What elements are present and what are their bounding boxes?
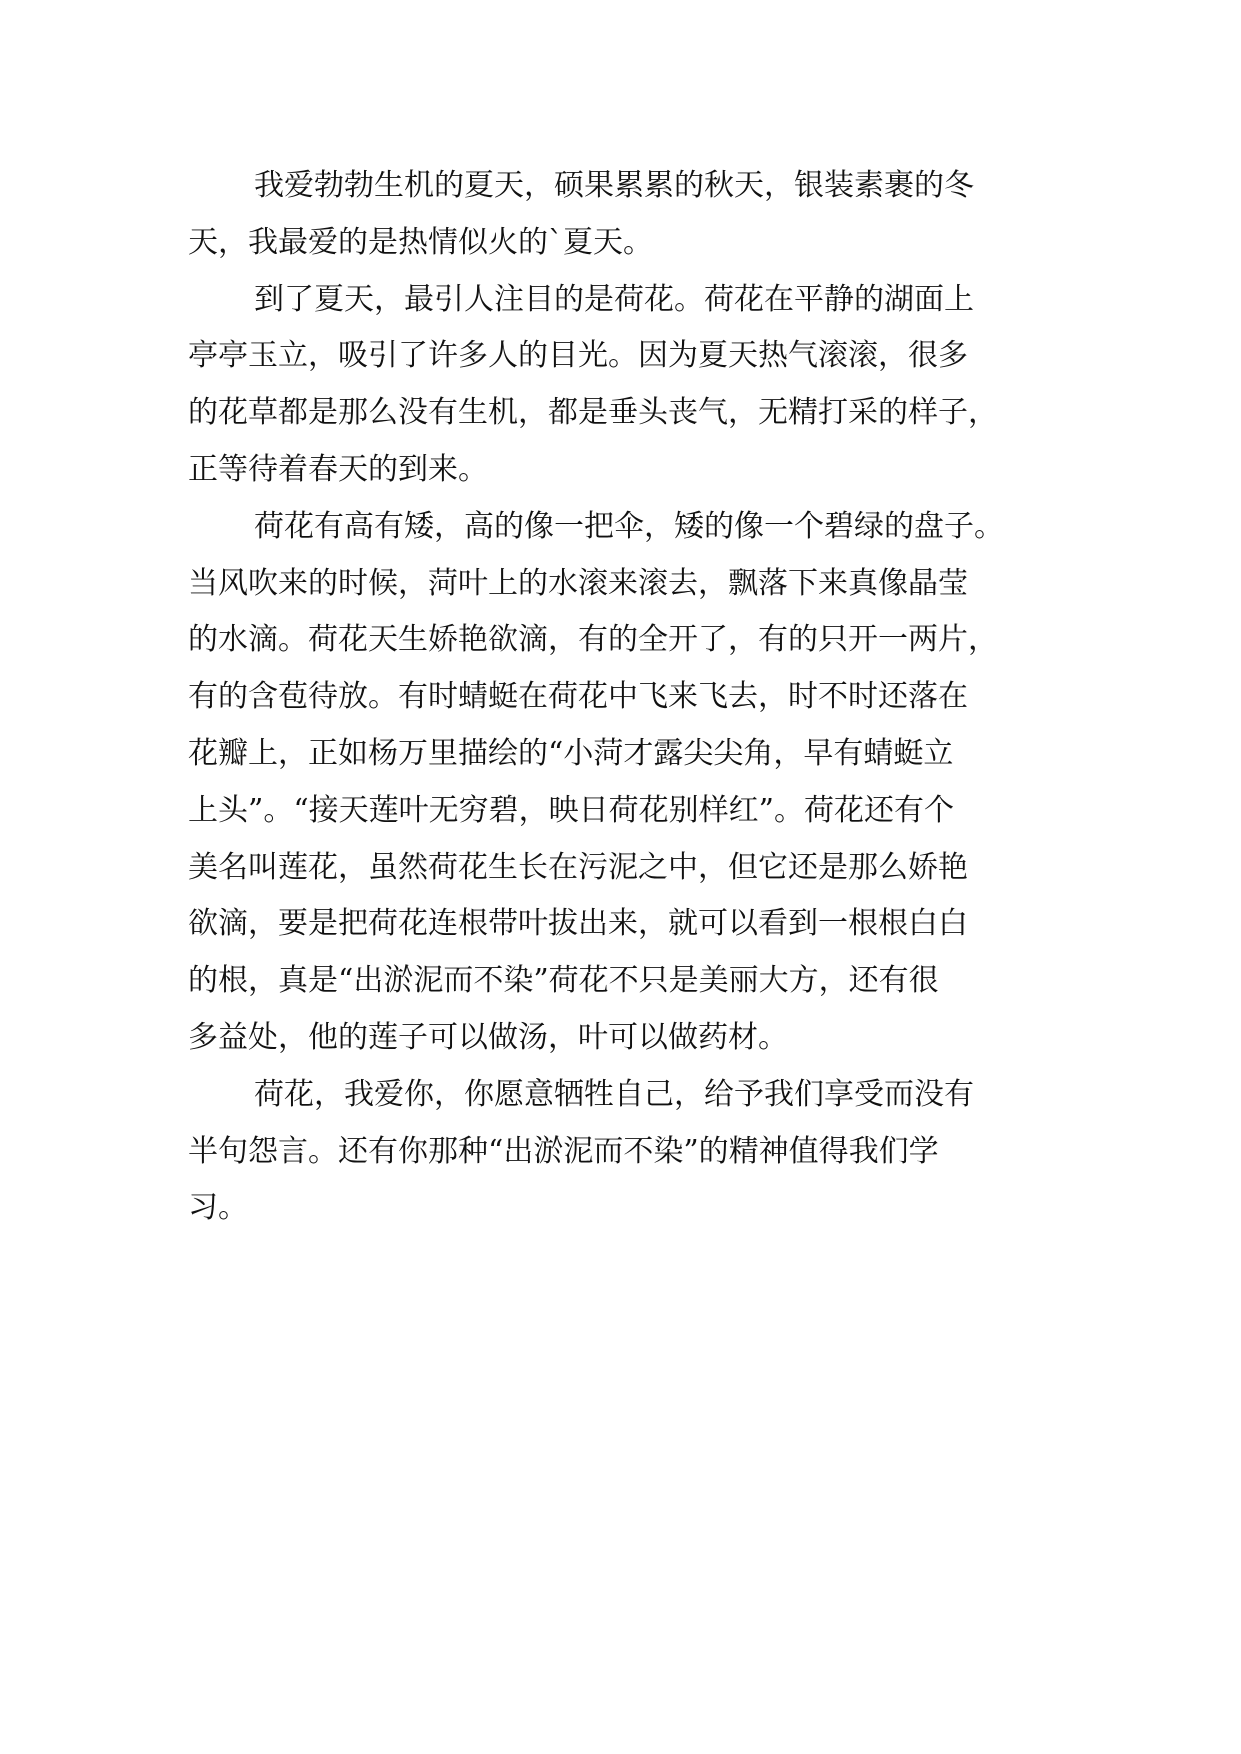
paragraph-3-line-5: 花瓣上，正如杨万里描绘的“小菏才露尖尖角，早有蜻蜓立 — [188, 735, 954, 771]
paragraph-3-line-9: 的根，真是“出淤泥而不染”荷花不只是美丽大方，还有很 — [188, 963, 939, 999]
paragraph-3-line-3: 的水滴。荷花天生娇艳欲滴，有的全开了，有的只开一两片， — [188, 622, 998, 658]
paragraph-2-line-3: 的花草都是那么没有生机，都是垂头丧气，无精打采的样子， — [188, 395, 998, 431]
paragraph-4-line-1: 荷花，我爱你，你愿意牺牲自己，给予我们享受而没有 — [254, 1076, 974, 1112]
paragraph-3-line-2: 当风吹来的时候，菏叶上的水滚来滚去，飘落下来真像晶莹 — [188, 565, 968, 601]
paragraph-3-line-7: 美名叫莲花，虽然荷花生长在污泥之中，但它还是那么娇艳 — [188, 849, 968, 885]
paragraph-3-line-1: 荷花有高有矮，高的像一把伞，矮的像一个碧绿的盘子。 — [254, 508, 1004, 544]
paragraph-1-line-2: 天，我最爱的是热情似火的`夏天。 — [188, 224, 653, 260]
essay-body — [188, 158, 1056, 1237]
paragraph-2-line-1: 到了夏天，最引人注目的是荷花。荷花在平静的湖面上 — [254, 281, 974, 317]
paragraph-3-line-8: 欲滴，要是把荷花连根带叶拔出来，就可以看到一根根白白 — [188, 906, 968, 942]
paragraph-3-line-4: 有的含苞待放。有时蜻蜓在荷花中飞来飞去，时不时还落在 — [188, 679, 968, 715]
paragraph-4-line-2: 半句怨言。还有你那种“出淤泥而不染”的精神值得我们学 — [188, 1133, 939, 1169]
paragraph-3-line-10: 多益处，他的莲子可以做汤，叶可以做药材。 — [188, 1019, 788, 1055]
paragraph-1-line-1: 我爱勃勃生机的夏天，硕果累累的秋天，银装素裹的冬 — [254, 168, 974, 203]
paragraph-2-line-4: 正等待着春天的到来。 — [188, 451, 488, 487]
paragraph-4-line-3: 习。 — [188, 1190, 248, 1226]
paragraph-2-line-2: 亭亭玉立，吸引了许多人的目光。因为夏天热气滚滚，很多 — [188, 338, 968, 374]
paragraph-3-line-6: 上头”。“接天莲叶无穷碧，映日荷花别样红”。荷花还有个 — [188, 792, 955, 828]
